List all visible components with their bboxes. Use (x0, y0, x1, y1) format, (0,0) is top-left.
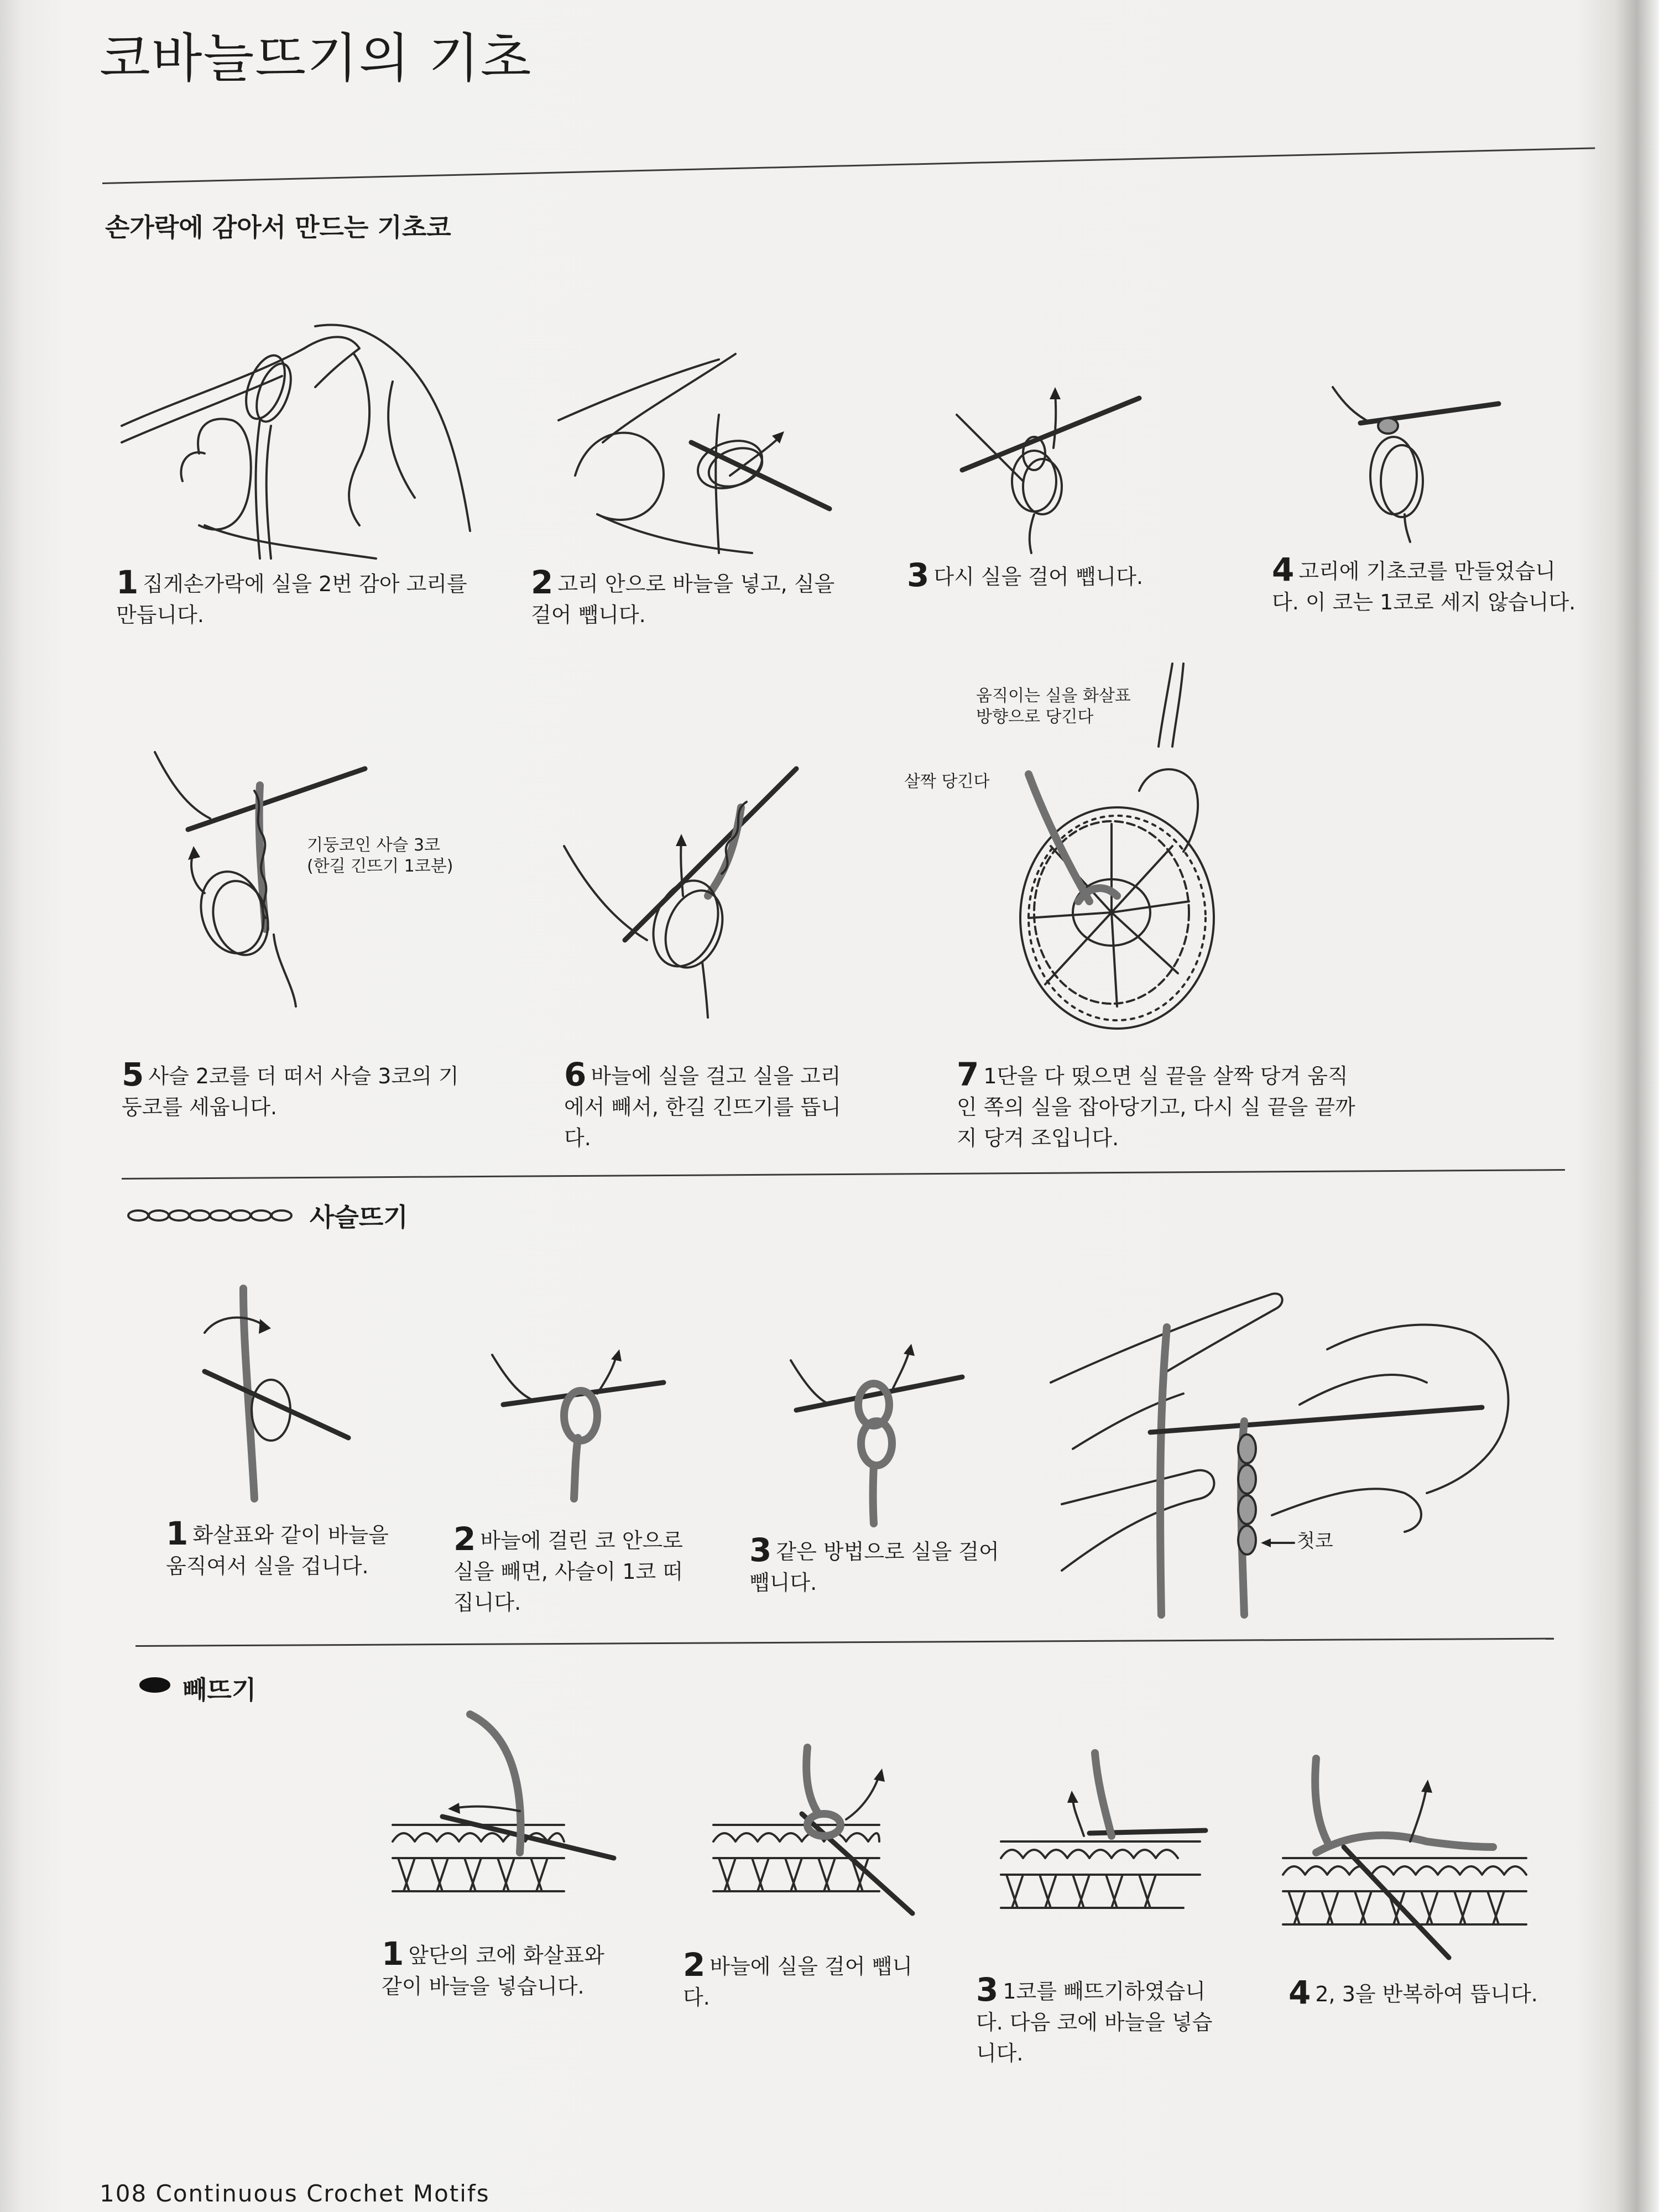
step-number: 1 (116, 564, 139, 601)
foundation-step-7 (957, 1056, 1360, 1154)
step-text: 고리에 기초코를 만들었습니다. 이 코는 1코로 세지 않습니다. (1272, 559, 1576, 614)
section-slip-title: 빼뜨기 (182, 1675, 257, 1705)
foundation-step-1 (116, 564, 481, 630)
slip-step-1 (382, 1935, 625, 2002)
step-text: 사슬 2코를 더 떠서 사슬 3코의 기둥코를 세웁니다. (122, 1064, 459, 1119)
label-pillar-line1: 기둥코인 사슬 3코 (307, 836, 441, 855)
page-number: 108 (100, 2180, 148, 2207)
chain-step-1 (166, 1515, 409, 1582)
slip-step-2 (683, 1946, 915, 2013)
illustration-foundation-step5 (149, 752, 371, 1012)
illustration-slip-step2 (713, 1747, 924, 1924)
step-number: 3 (976, 1971, 999, 2008)
step-number: 2 (683, 1946, 706, 1984)
illustration-foundation-step2 (553, 348, 841, 559)
illustration-foundation-step6 (559, 763, 807, 1018)
step-text: 같은 방법으로 실을 걸어 뺍니다. (749, 1540, 999, 1595)
chain-step-2 (453, 1520, 697, 1618)
foundation-step-4 (1272, 551, 1582, 618)
section-foundation-title: 손가락에 감아서 만드는 기초코 (105, 212, 451, 242)
step-text: 바늘에 실을 걸어 뺍니다. (683, 1954, 912, 2010)
step-number: 5 (122, 1056, 144, 1093)
step-text: 2, 3을 반복하여 뜹니다. (1315, 1982, 1538, 2006)
foundation-step-5 (122, 1056, 465, 1123)
step-text: 앞단의 코에 화살표와 같이 바늘을 넣습니다. (382, 1943, 604, 1999)
step-number: 3 (907, 556, 930, 594)
step-text: 고리 안으로 바늘을 넣고, 실을 걸어 뺍니다. (531, 572, 835, 627)
step-text: 1단을 다 떴으면 실 끝을 살짝 당겨 움직인 쪽의 실을 잡아당기고, 다시 실 끝을 끝까지 당겨 조입니다. (957, 1064, 1355, 1150)
label-pillar-line2: (한길 긴뜨기 1코분) (307, 857, 453, 876)
section-chain-title: 사슬뜨기 (310, 1202, 408, 1232)
step-text: 집게손가락에 실을 2번 감아 고리를 만듭니다. (116, 572, 467, 627)
slip-step-3 (976, 1971, 1230, 2069)
step-number: 3 (749, 1531, 772, 1569)
foundation-step-2 (531, 564, 841, 630)
step-text: 바늘에 걸린 코 안으로 실을 빼면, 사슬이 1코 떠집니다. (453, 1528, 683, 1615)
slip-section-divider (135, 1638, 1554, 1647)
illustration-chain-step3 (785, 1338, 968, 1526)
chain-step-3 (749, 1531, 1004, 1598)
label-pull-gently: 살짝 당긴다 (904, 772, 990, 791)
slip-stitch-symbol-icon (138, 1677, 171, 1693)
illustration-foundation-step4 (1327, 382, 1510, 542)
chain-symbol-icon (127, 1204, 293, 1227)
step-text: 바늘에 실을 걸고 실을 고리에서 빼서, 한길 긴뜨기를 뜹니다. (564, 1064, 841, 1150)
step-number: 2 (453, 1520, 476, 1558)
label-first-stitch: 첫코 (1297, 1530, 1333, 1552)
illustration-slip-step4 (1283, 1759, 1532, 1963)
book-title: Continuous Crochet Motifs (155, 2180, 490, 2207)
label-moving-line2: 방향으로 당긴다 (976, 707, 1094, 727)
step-number: 1 (382, 1935, 404, 1973)
illustration-slip-step3 (1001, 1753, 1211, 1930)
page-footer (100, 2180, 490, 2207)
illustration-chain-step2 (487, 1333, 669, 1499)
step-number: 1 (166, 1515, 189, 1552)
step-text: 1코를 빼뜨기하였습니다. 다음 코에 바늘을 넣습니다. (976, 1979, 1213, 2065)
step-number: 4 (1288, 1974, 1311, 2011)
foundation-step-6 (564, 1056, 852, 1154)
slip-step-4 (1288, 1974, 1565, 2011)
page-title: 코바늘뜨기의 기초 (100, 28, 533, 89)
label-pillar-chain (307, 835, 453, 877)
illustration-chain-step1 (188, 1288, 354, 1510)
label-moving-line1: 움직이는 실을 화살표 (976, 686, 1131, 706)
illustration-slip-step1 (393, 1714, 570, 1913)
illustration-foundation-step3 (951, 387, 1150, 553)
step-number: 2 (531, 564, 554, 601)
illustration-chain-hands (1040, 1283, 1515, 1626)
step-number: 7 (957, 1056, 979, 1093)
title-divider (102, 147, 1595, 184)
step-text: 다시 실을 걸어 뺍니다. (933, 565, 1144, 589)
foundation-step-3 (907, 556, 1217, 594)
step-text: 화살표와 같이 바늘을 움직여서 실을 겁니다. (166, 1523, 389, 1578)
illustration-foundation-step1 (116, 315, 481, 564)
step-number: 6 (564, 1056, 587, 1093)
chain-section-divider (122, 1169, 1565, 1180)
label-moving-yarn (976, 686, 1131, 728)
step-number: 4 (1272, 551, 1295, 588)
